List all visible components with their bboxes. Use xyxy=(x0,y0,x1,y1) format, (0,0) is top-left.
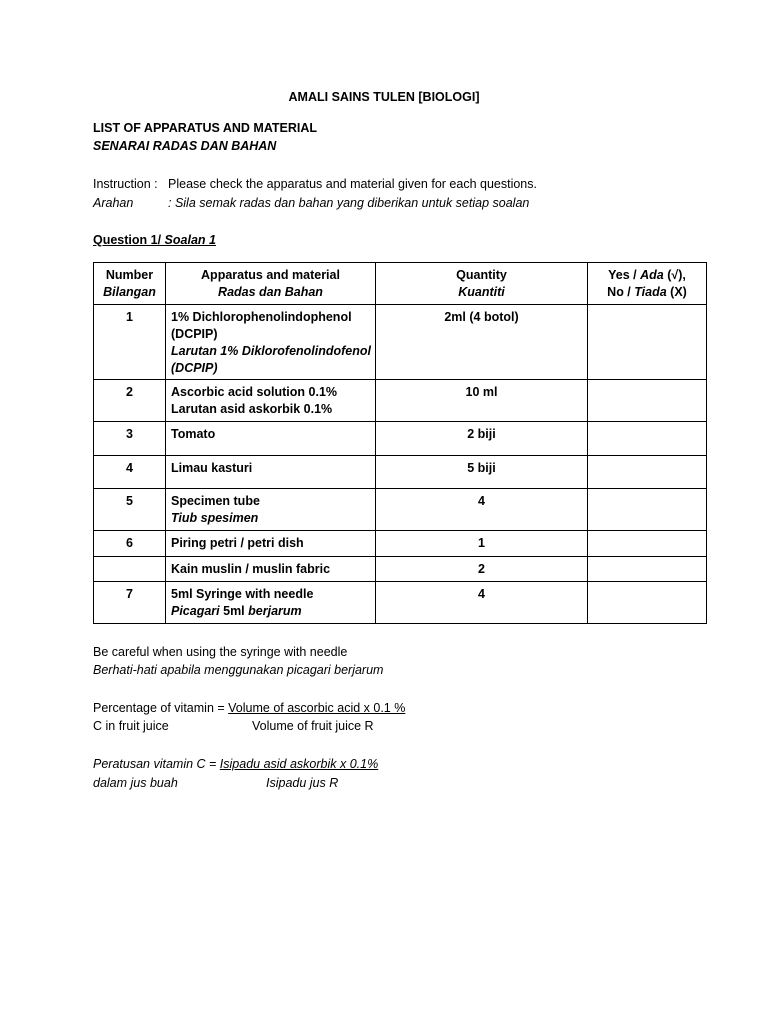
row-number: 3 xyxy=(94,422,166,456)
table-row xyxy=(94,380,707,422)
header-number xyxy=(94,263,166,305)
row-number: 2 xyxy=(94,380,166,422)
table-row xyxy=(94,305,707,380)
row-apparatus xyxy=(166,582,376,624)
formula-en-prefix: Percentage of vitamin = xyxy=(93,701,229,715)
warning-text-malay: Berhati-hati apabila menggunakan picagari berjarum xyxy=(93,663,384,677)
apparatus-ms: Larutan 1% Diklorofenolindofenol (DCPIP) xyxy=(171,344,372,375)
row-check-cell[interactable] xyxy=(588,531,707,557)
question-heading xyxy=(93,231,216,249)
formula-en-line xyxy=(93,699,405,717)
table-row xyxy=(94,557,707,582)
row-number: 4 xyxy=(94,456,166,489)
instruction-label: Instruction : xyxy=(93,177,158,191)
row-quantity: 4 xyxy=(376,582,588,624)
row-check-cell[interactable] xyxy=(588,380,707,422)
formula-ms-denominator: Isipadu jus R xyxy=(266,776,339,790)
header-number-en: Number xyxy=(105,268,154,282)
row-apparatus xyxy=(166,380,376,422)
question-en: Question 1/ xyxy=(93,233,162,247)
row-number: 5 xyxy=(94,489,166,531)
row-quantity: 2 biji xyxy=(376,422,588,456)
list-title: LIST OF APPARATUS AND MATERIAL xyxy=(93,121,318,135)
header-quantity xyxy=(376,263,588,305)
header-ada: Ada xyxy=(640,268,664,282)
row-number xyxy=(94,557,166,582)
header-no-mark: (X) xyxy=(666,285,687,299)
apparatus-ms: Larutan asid askorbik 0.1% xyxy=(171,402,333,416)
apparatus-en: Specimen tube xyxy=(171,494,260,508)
apparatus-ms-a: Picagari xyxy=(171,604,220,618)
header-yes: Yes / xyxy=(608,268,641,282)
formula-en-denominator: Volume of fruit juice R xyxy=(252,719,374,733)
header-apparatus-ms: Radas dan Bahan xyxy=(218,285,323,299)
header-quantity-en: Quantity xyxy=(456,268,507,282)
header-yes-mark: (√), xyxy=(663,268,686,282)
apparatus-en: 5ml Syringe with needle xyxy=(171,587,314,601)
row-check-cell[interactable] xyxy=(588,305,707,380)
table-header-row xyxy=(94,263,707,305)
row-check-cell[interactable] xyxy=(588,456,707,489)
formula-ms-line xyxy=(93,755,378,773)
arahan-line xyxy=(93,194,529,212)
table-row xyxy=(94,582,707,624)
header-number-ms: Bilangan xyxy=(103,285,156,299)
row-apparatus: Piring petri / petri dish xyxy=(166,531,376,557)
apparatus-ms: Tiub spesimen xyxy=(171,511,259,525)
row-quantity: 5 biji xyxy=(376,456,588,489)
header-apparatus-en: Apparatus and material xyxy=(201,268,340,282)
formula-en-line2: C in fruit juice xyxy=(93,719,169,733)
apparatus-en: Ascorbic acid solution 0.1% xyxy=(171,385,338,399)
row-quantity: 2ml (4 botol) xyxy=(376,305,588,380)
row-quantity: 10 ml xyxy=(376,380,588,422)
arahan-label: Arahan xyxy=(93,196,134,210)
row-apparatus: Limau kasturi xyxy=(166,456,376,489)
arahan-text: : Sila semak radas dan bahan yang diberikan untuk setiap soalan xyxy=(168,196,530,210)
list-title-malay: SENARAI RADAS DAN BAHAN xyxy=(93,139,277,153)
header-tiada: Tiada xyxy=(634,285,667,299)
row-apparatus xyxy=(166,305,376,380)
row-quantity: 2 xyxy=(376,557,588,582)
table-row xyxy=(94,531,707,557)
row-number: 7 xyxy=(94,582,166,624)
header-check xyxy=(588,263,707,305)
row-quantity: 1 xyxy=(376,531,588,557)
formula-en-numerator: Volume of ascorbic acid x 0.1 % xyxy=(228,701,406,715)
instruction-line xyxy=(93,175,537,193)
header-quantity-ms: Kuantiti xyxy=(458,285,505,299)
row-apparatus: Kain muslin / muslin fabric xyxy=(166,557,376,582)
page-title: AMALI SAINS TULEN [BIOLOGI] xyxy=(288,90,480,104)
row-number: 1 xyxy=(94,305,166,380)
question-ms: Soalan 1 xyxy=(161,233,216,247)
header-no: No / xyxy=(607,285,635,299)
table-row xyxy=(94,422,707,456)
row-check-cell[interactable] xyxy=(588,582,707,624)
row-check-cell[interactable] xyxy=(588,422,707,456)
row-check-cell[interactable] xyxy=(588,557,707,582)
apparatus-ms-c: berjarum xyxy=(248,604,302,618)
warning-text: Be careful when using the syringe with needle xyxy=(93,645,348,659)
table-row xyxy=(94,489,707,531)
row-quantity: 4 xyxy=(376,489,588,531)
formula-ms-prefix: Peratusan vitamin C = xyxy=(93,757,220,771)
row-number: 6 xyxy=(94,531,166,557)
formula-ms-numerator: Isipadu asid askorbik x 0.1% xyxy=(219,757,379,771)
table-row xyxy=(94,456,707,489)
row-apparatus: Tomato xyxy=(166,422,376,456)
row-apparatus xyxy=(166,489,376,531)
formula-ms-line2: dalam jus buah xyxy=(93,776,178,790)
header-apparatus xyxy=(166,263,376,305)
instruction-text: Please check the apparatus and material given for each questions. xyxy=(168,177,537,191)
row-check-cell[interactable] xyxy=(588,489,707,531)
apparatus-table xyxy=(93,262,707,624)
apparatus-en: 1% Dichlorophenolindophenol (DCPIP) xyxy=(171,310,352,341)
apparatus-ms-b: 5ml xyxy=(219,604,249,618)
